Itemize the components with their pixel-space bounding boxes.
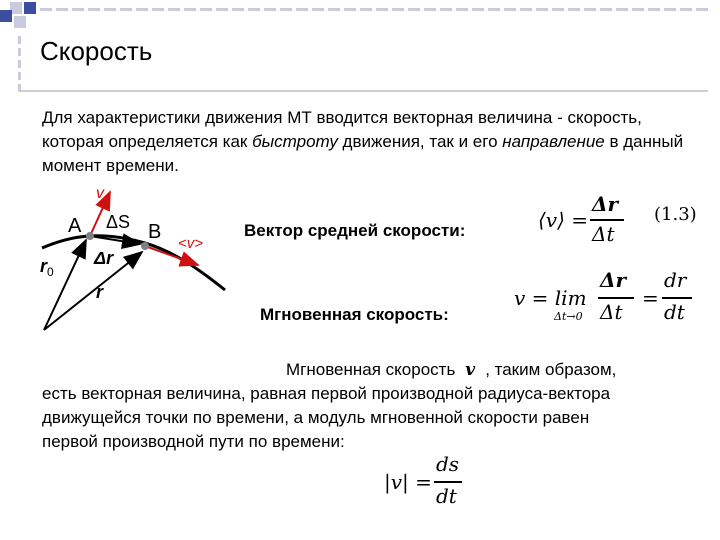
deriv-bar (662, 297, 692, 299)
conclusion-text-2: , таким образом, есть векторная величина, равная первой производной радиуса-вектора движущейся точки по времени, а модуль мгновенной скорости равен первой производной пути по времени: (42, 360, 617, 451)
instant-velocity-label: Мгновенная скорость: (260, 305, 449, 324)
label-point-b: B (148, 221, 162, 243)
equation-number: (1.3) (654, 204, 697, 225)
inst-frac-num: Δr (600, 268, 627, 292)
conclusion-text-1: Мгновенная скорость (286, 360, 456, 379)
label-r0: $r_0$ (40, 256, 54, 279)
label-delta-r: Δr (94, 248, 114, 268)
inline-v-symbol: v (465, 360, 476, 380)
point-a-marker (86, 232, 94, 240)
radius-vector-r (44, 252, 142, 330)
path-bar (434, 481, 462, 483)
intro-emphasis-speed: быстроту (252, 132, 338, 151)
label-delta-s: ΔS (106, 212, 131, 232)
label-point-a: A (68, 215, 82, 237)
inst-frac-bar (598, 297, 634, 299)
intro-emphasis-direction: направление (502, 132, 605, 151)
avg-frac-num: Δr (592, 192, 619, 216)
abs-lhs: |v| = (384, 470, 432, 494)
avg-frac-bar (590, 219, 624, 221)
slide-title: Скорость (40, 36, 153, 66)
label-r: r (96, 282, 104, 302)
deriv-den: dt (664, 300, 685, 324)
intro-text-3: в данный момент времени. (42, 132, 684, 175)
point-b-marker (141, 242, 149, 250)
inst-frac-den: Δt (600, 300, 623, 324)
inst-lhs: v = lim (514, 286, 587, 310)
avg-frac-den: Δt (592, 222, 615, 246)
avg-velocity-formula (536, 192, 716, 248)
radius-vector-r0 (44, 240, 86, 330)
inst-equals: = (642, 286, 659, 310)
label-avg-v: <v> (178, 235, 204, 252)
path-num: ds (436, 452, 460, 476)
label-v: v (96, 185, 104, 202)
speed-formula (384, 452, 474, 512)
lim-subscript: Δt→0 (554, 310, 583, 323)
instant-velocity-formula (512, 266, 712, 332)
conclusion-paragraph (42, 358, 642, 454)
intro-text-1: Для характеристики движения МТ вводится векторная величина - скорость, которая определяется как (42, 108, 642, 151)
deriv-num: dr (664, 268, 687, 292)
avg-velocity-label: Вектор средней скорости: (244, 221, 466, 240)
avg-lhs: ⟨v⟩ = (538, 208, 589, 232)
path-den: dt (436, 484, 457, 508)
intro-text-2: движения, так и его (337, 132, 503, 151)
